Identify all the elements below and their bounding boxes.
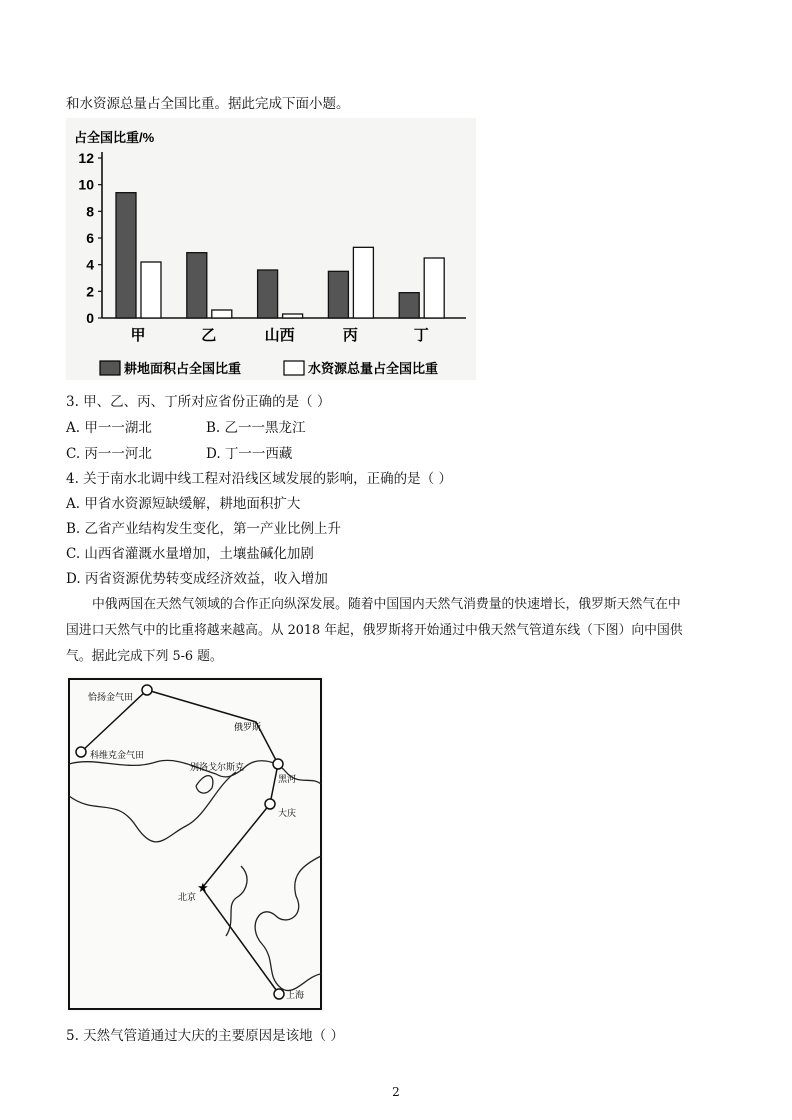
bar-cultivated-3 [328, 271, 348, 318]
node-daqing [265, 799, 275, 809]
y-axis-title: 占全国比重/% [74, 130, 155, 145]
bar-cultivated-2 [258, 270, 278, 318]
legend-swatch-cultivated [100, 361, 120, 375]
y-tick-label: 0 [86, 310, 94, 326]
bar-water-3 [353, 247, 373, 318]
label-beijing: 北京 [178, 893, 197, 903]
node-heihe [273, 759, 283, 769]
node-kovykta [76, 747, 86, 757]
beijing-star-icon: ★ [197, 881, 209, 896]
page-number: 2 [392, 1085, 400, 1099]
q4-option-b: B. 乙省产业结构发生变化，第一产业比例上升 [66, 521, 342, 537]
label-daqing: 大庆 [278, 809, 297, 819]
x-tick-label: 丁 [413, 327, 429, 344]
legend-label-cultivated: 耕地面积占全国比重 [124, 361, 242, 376]
legend-label-water: 水资源总量占全国比重 [308, 361, 439, 376]
y-tick-label: 4 [86, 256, 94, 273]
bar-water-2 [283, 314, 303, 318]
passage-line-1: 中俄两国在天然气领域的合作正向纵深发展。随着中国国内天然气消费量的快速增长，俄罗斯天然气在中 [92, 597, 681, 612]
label-blagoveshchensk: 别洛戈尔斯克 [190, 763, 245, 773]
bar-water-4 [424, 258, 444, 318]
y-tick-label: 6 [86, 230, 94, 246]
passage-line-3: 气。据此完成下列 5-6 题。 [66, 649, 223, 664]
q3-option-b: B. 乙一一黑龙江 [206, 420, 306, 436]
q3-option-d: D. 丁一一西藏 [206, 446, 293, 462]
label-heihe: 黑河 [278, 775, 297, 785]
q3-option-a: A. 甲一一湖北 [66, 420, 152, 436]
pipeline-map-svg [66, 676, 324, 1012]
lake-outline [196, 776, 213, 793]
x-tick-label: 丙 [342, 327, 358, 344]
bar-water-1 [212, 310, 232, 318]
x-tick-label: 山西 [264, 327, 295, 344]
label-shanghai: 上海 [286, 991, 305, 1001]
q3-option-c: C. 丙一一河北 [66, 446, 152, 462]
y-tick-label: 2 [86, 283, 94, 300]
pipeline-map [66, 676, 324, 1012]
bar-chart [66, 118, 476, 380]
intro-text: 和水资源总量占全国比重。据此完成下面小题。 [66, 96, 350, 112]
node-shanghai [274, 989, 284, 999]
q4-option-c: C. 山西省灌溉水量增加，土壤盐碱化加剧 [66, 546, 314, 562]
y-tick-label: 8 [86, 203, 94, 220]
bar-cultivated-0 [116, 193, 136, 318]
q4-option-a: A. 甲省水资源短缺缓解，耕地面积扩大 [66, 496, 301, 512]
q4-stem: 4. 关于南水北调中线工程对沿线区域发展的影响，正确的是（ ） [66, 471, 452, 487]
q3-stem: 3. 甲、乙、丙、丁所对应省份正确的是（ ） [66, 394, 331, 410]
label-chayanda: 恰扬金气田 [88, 693, 134, 703]
node-chayanda [142, 685, 152, 695]
sea-coast [69, 772, 236, 842]
q4-option-d: D. 丙省资源优势转变成经济效益，收入增加 [66, 571, 328, 587]
x-tick-label: 甲 [130, 327, 146, 344]
y-tick-label: 12 [78, 150, 94, 166]
x-tick-label: 乙 [201, 327, 217, 344]
q5-stem: 5. 天然气管道通过大庆的主要原因是该地（ ） [66, 1028, 344, 1044]
bar-cultivated-4 [399, 293, 419, 318]
y-tick-label: 10 [78, 176, 94, 193]
east-coast [255, 856, 321, 991]
pipeline-east-route [147, 690, 279, 994]
label-russia: 俄罗斯 [234, 723, 262, 733]
legend-swatch-water [284, 361, 304, 375]
bar-water-0 [141, 262, 161, 318]
label-kovykta: 科维克金气田 [90, 751, 145, 761]
bar-cultivated-1 [187, 253, 207, 318]
bar-chart-svg [66, 118, 476, 380]
passage-line-2: 国进口天然气中的比重将越来越高。从 2018 年起，俄罗斯将开始通过中俄天然气管道东线（下图）向中国供 [66, 623, 683, 638]
